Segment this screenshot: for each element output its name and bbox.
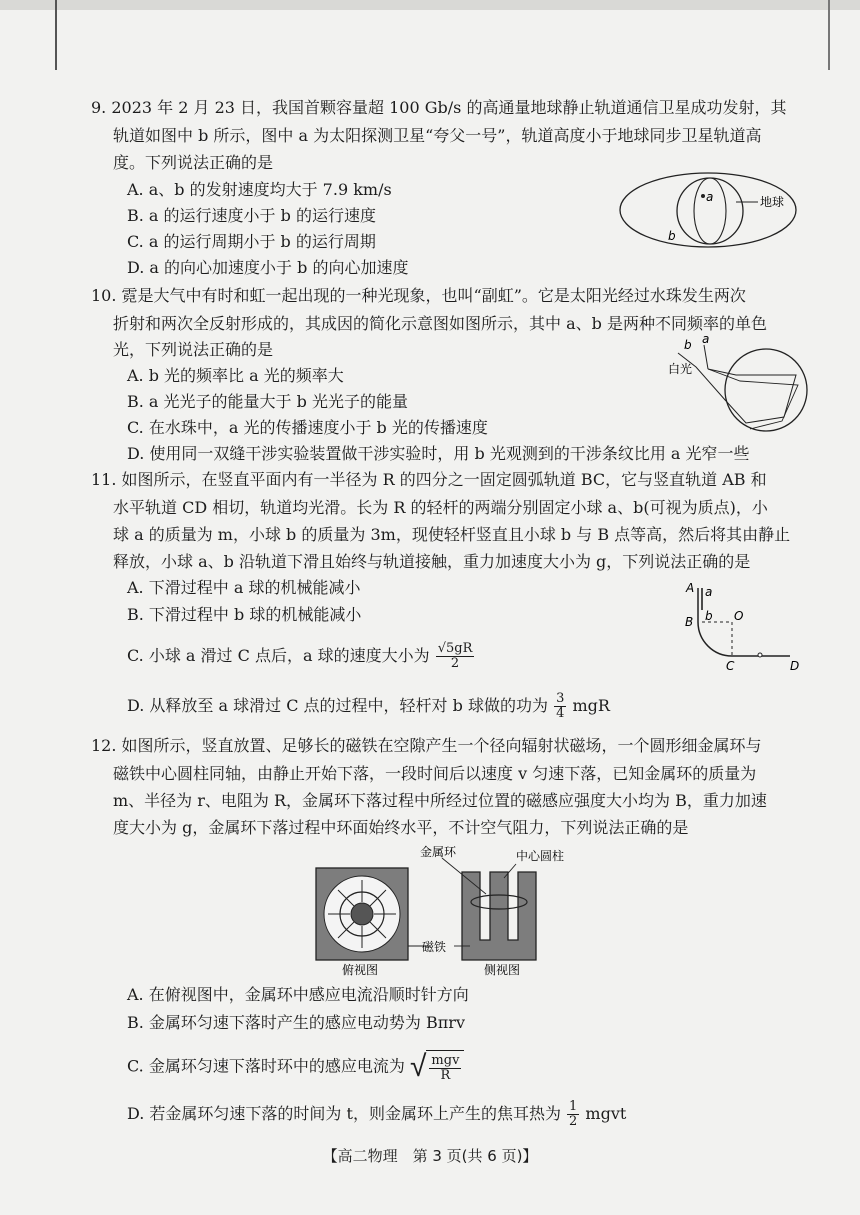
q12-magnet-figure: [310, 840, 600, 980]
q12-option-a: A. 在俯视图中，金属环中感应电流沿顺时针方向: [127, 985, 469, 1004]
q11-fig-label-b: b: [705, 609, 713, 623]
q12-fig-label-center: 中心圆柱: [516, 849, 565, 863]
q9-fig-label-b: b: [668, 229, 676, 243]
q11-option-d-text: D. 从释放至 a 球滑过 C 点的过程中，轻杆对 b 球做的功为: [127, 696, 548, 715]
q12-option-d-tail: mgvt: [585, 1104, 627, 1123]
q11-option-a: A. 下滑过程中 a 球的机械能减小: [127, 578, 361, 597]
q10-fig-label-white: 白光: [668, 362, 693, 376]
q9-option-c: C. a 的运行周期小于 b 的运行周期: [127, 232, 376, 251]
q11-track-figure: [678, 578, 808, 673]
q12-option-c-numerator: mgv: [431, 1052, 460, 1068]
q12-fig-label-side: 侧视图: [484, 963, 521, 977]
q9-line-2: 轨道如图中 b 所示，图中 a 为太阳探测卫星“夸父一号”，轨道高度小于地球同步卫星轨道高: [113, 126, 762, 145]
q11-fig-label-O: O: [734, 609, 744, 623]
q11-fig-label-D: D: [790, 659, 800, 673]
q12-fig-label-top: 俯视图: [342, 963, 379, 977]
q9-fig-label-earth: 地球: [760, 195, 785, 209]
q10-option-b: B. a 光光子的能量大于 b 光光子的能量: [127, 392, 408, 411]
scan-shadow-right: [828, 0, 830, 70]
q10-line-2: 折射和两次全反射形成的，其成因的简化示意图如图所示，其中 a、b 是两种不同频率的单色: [113, 314, 767, 333]
q11-option-c-numerator: √5gR: [437, 641, 473, 656]
scan-shadow-left: [55, 0, 57, 70]
scan-top-edge: [0, 0, 860, 10]
radical-sign: √: [409, 1049, 427, 1084]
q11-option-c-text: C. 小球 a 滑过 C 点后，a 球的速度大小为: [127, 646, 430, 665]
q10-line-1: 10. 霓是大气中有时和虹一起出现的一种光现象，也叫“副虹”。它是太阳光经过水珠发生两次: [91, 286, 746, 305]
q12-line-3: m、半径为 r、电阻为 R，金属环下落过程中所经过位置的磁感应强度大小均为 B，重力加速: [113, 791, 767, 810]
q12-option-d-denominator: 2: [569, 1114, 578, 1129]
q11-option-d-tail: mgR: [572, 696, 610, 715]
q9-line-1: 9. 2023 年 2 月 23 日，我国首颗容量超 100 Gb/s 的高通量地球静止轨道通信卫星成功发射，其: [91, 98, 787, 117]
q11-option-d-numerator: 3: [556, 691, 565, 706]
q11-option-d-denominator: 4: [556, 706, 565, 721]
q10-fig-label-a: a: [702, 335, 710, 346]
q12-fig-label-ring: 金属环: [420, 845, 457, 859]
q10-option-a: A. b 光的频率比 a 光的频率大: [127, 366, 344, 385]
page-footer: 【高二物理 第 3 页(共 6 页)】: [322, 1147, 538, 1165]
q12-line-4: 度大小为 g，金属环下落过程中环面始终水平，不计空气阻力，下列说法正确的是: [113, 818, 689, 837]
q9-line-3: 度。下列说法正确的是: [113, 153, 274, 172]
q12-line-2: 磁铁中心圆柱同轴，由静止开始下落，一段时间后以速度 v 匀速下落，已知金属环的质量为: [113, 764, 757, 783]
q9-option-b: B. a 的运行速度小于 b 的运行速度: [127, 206, 376, 225]
q11-line-4: 释放，小球 a、b 沿轨道下滑且始终与轨道接触，重力加速度大小为 g，下列说法正确的是: [113, 552, 751, 571]
q10-option-c: C. 在水珠中，a 光的传播速度小于 b 光的传播速度: [127, 418, 488, 437]
q12-option-b: B. 金属环匀速下落时产生的感应电动势为 Bπrv: [127, 1013, 465, 1032]
q9-orbit-figure: [618, 168, 798, 258]
q9-fig-label-a: a: [706, 190, 714, 204]
q11-option-c-fraction: [436, 642, 475, 671]
q11-line-2: 水平轨道 CD 相切，轨道均光滑。长为 R 的轻杆的两端分别固定小球 a、b(可视为质点)，小: [113, 498, 768, 517]
q11-fig-label-A: A: [686, 581, 695, 595]
q10-raindrop-figure: [666, 335, 816, 435]
q11-option-d-fraction: [554, 692, 566, 721]
q11-fig-label-B: B: [685, 615, 694, 629]
q12-option-d-text: D. 若金属环匀速下落的时间为 t，则金属环上产生的焦耳热为: [127, 1104, 561, 1123]
q11-option-c: [127, 642, 475, 671]
q12-fig-label-magnet: 磁铁: [422, 940, 447, 954]
q9-option-a: A. a、b 的发射速度均大于 7.9 km/s: [127, 180, 392, 199]
q12-option-c-sqrt: [410, 1050, 464, 1084]
q12-option-c: [127, 1050, 464, 1084]
q10-line-3: 光，下列说法正确的是: [113, 340, 274, 359]
q12-option-c-fraction: [429, 1054, 461, 1083]
q12-option-d: [127, 1100, 626, 1129]
q9-option-d: D. a 的向心加速度小于 b 的向心加速度: [127, 258, 409, 277]
q12-option-c-text: C. 金属环匀速下落时环中的感应电流为: [127, 1056, 405, 1076]
q11-fig-label-a: a: [705, 585, 713, 599]
q11-option-d: [127, 692, 610, 721]
q10-option-d: D. 使用同一双缝干涉实验装置做干涉实验时，用 b 光观测到的干涉条纹比用 a 光窄一些: [127, 444, 750, 463]
q12-option-d-numerator: 1: [569, 1099, 578, 1114]
q12-option-d-fraction: [567, 1100, 579, 1129]
q10-fig-label-b: b: [684, 338, 692, 352]
q11-option-c-denominator: 2: [450, 656, 460, 671]
q12-option-c-denominator: R: [440, 1067, 451, 1083]
q11-line-1: 11. 如图所示，在竖直平面内有一半径为 R 的四分之一固定圆弧轨道 BC，它与竖直轨道 AB 和: [91, 470, 767, 489]
q11-line-3: 球 a 的质量为 m，小球 b 的质量为 3m，现使轻杆竖直且小球 b 与 B 点等高，然后将其由静止: [113, 525, 791, 544]
q12-line-1: 12. 如图所示，竖直放置、足够长的磁铁在空隙产生一个径向辐射状磁场，一个圆形细金属环与: [91, 736, 762, 755]
q11-fig-label-C: C: [726, 659, 735, 673]
q11-option-b: B. 下滑过程中 b 球的机械能减小: [127, 605, 362, 624]
